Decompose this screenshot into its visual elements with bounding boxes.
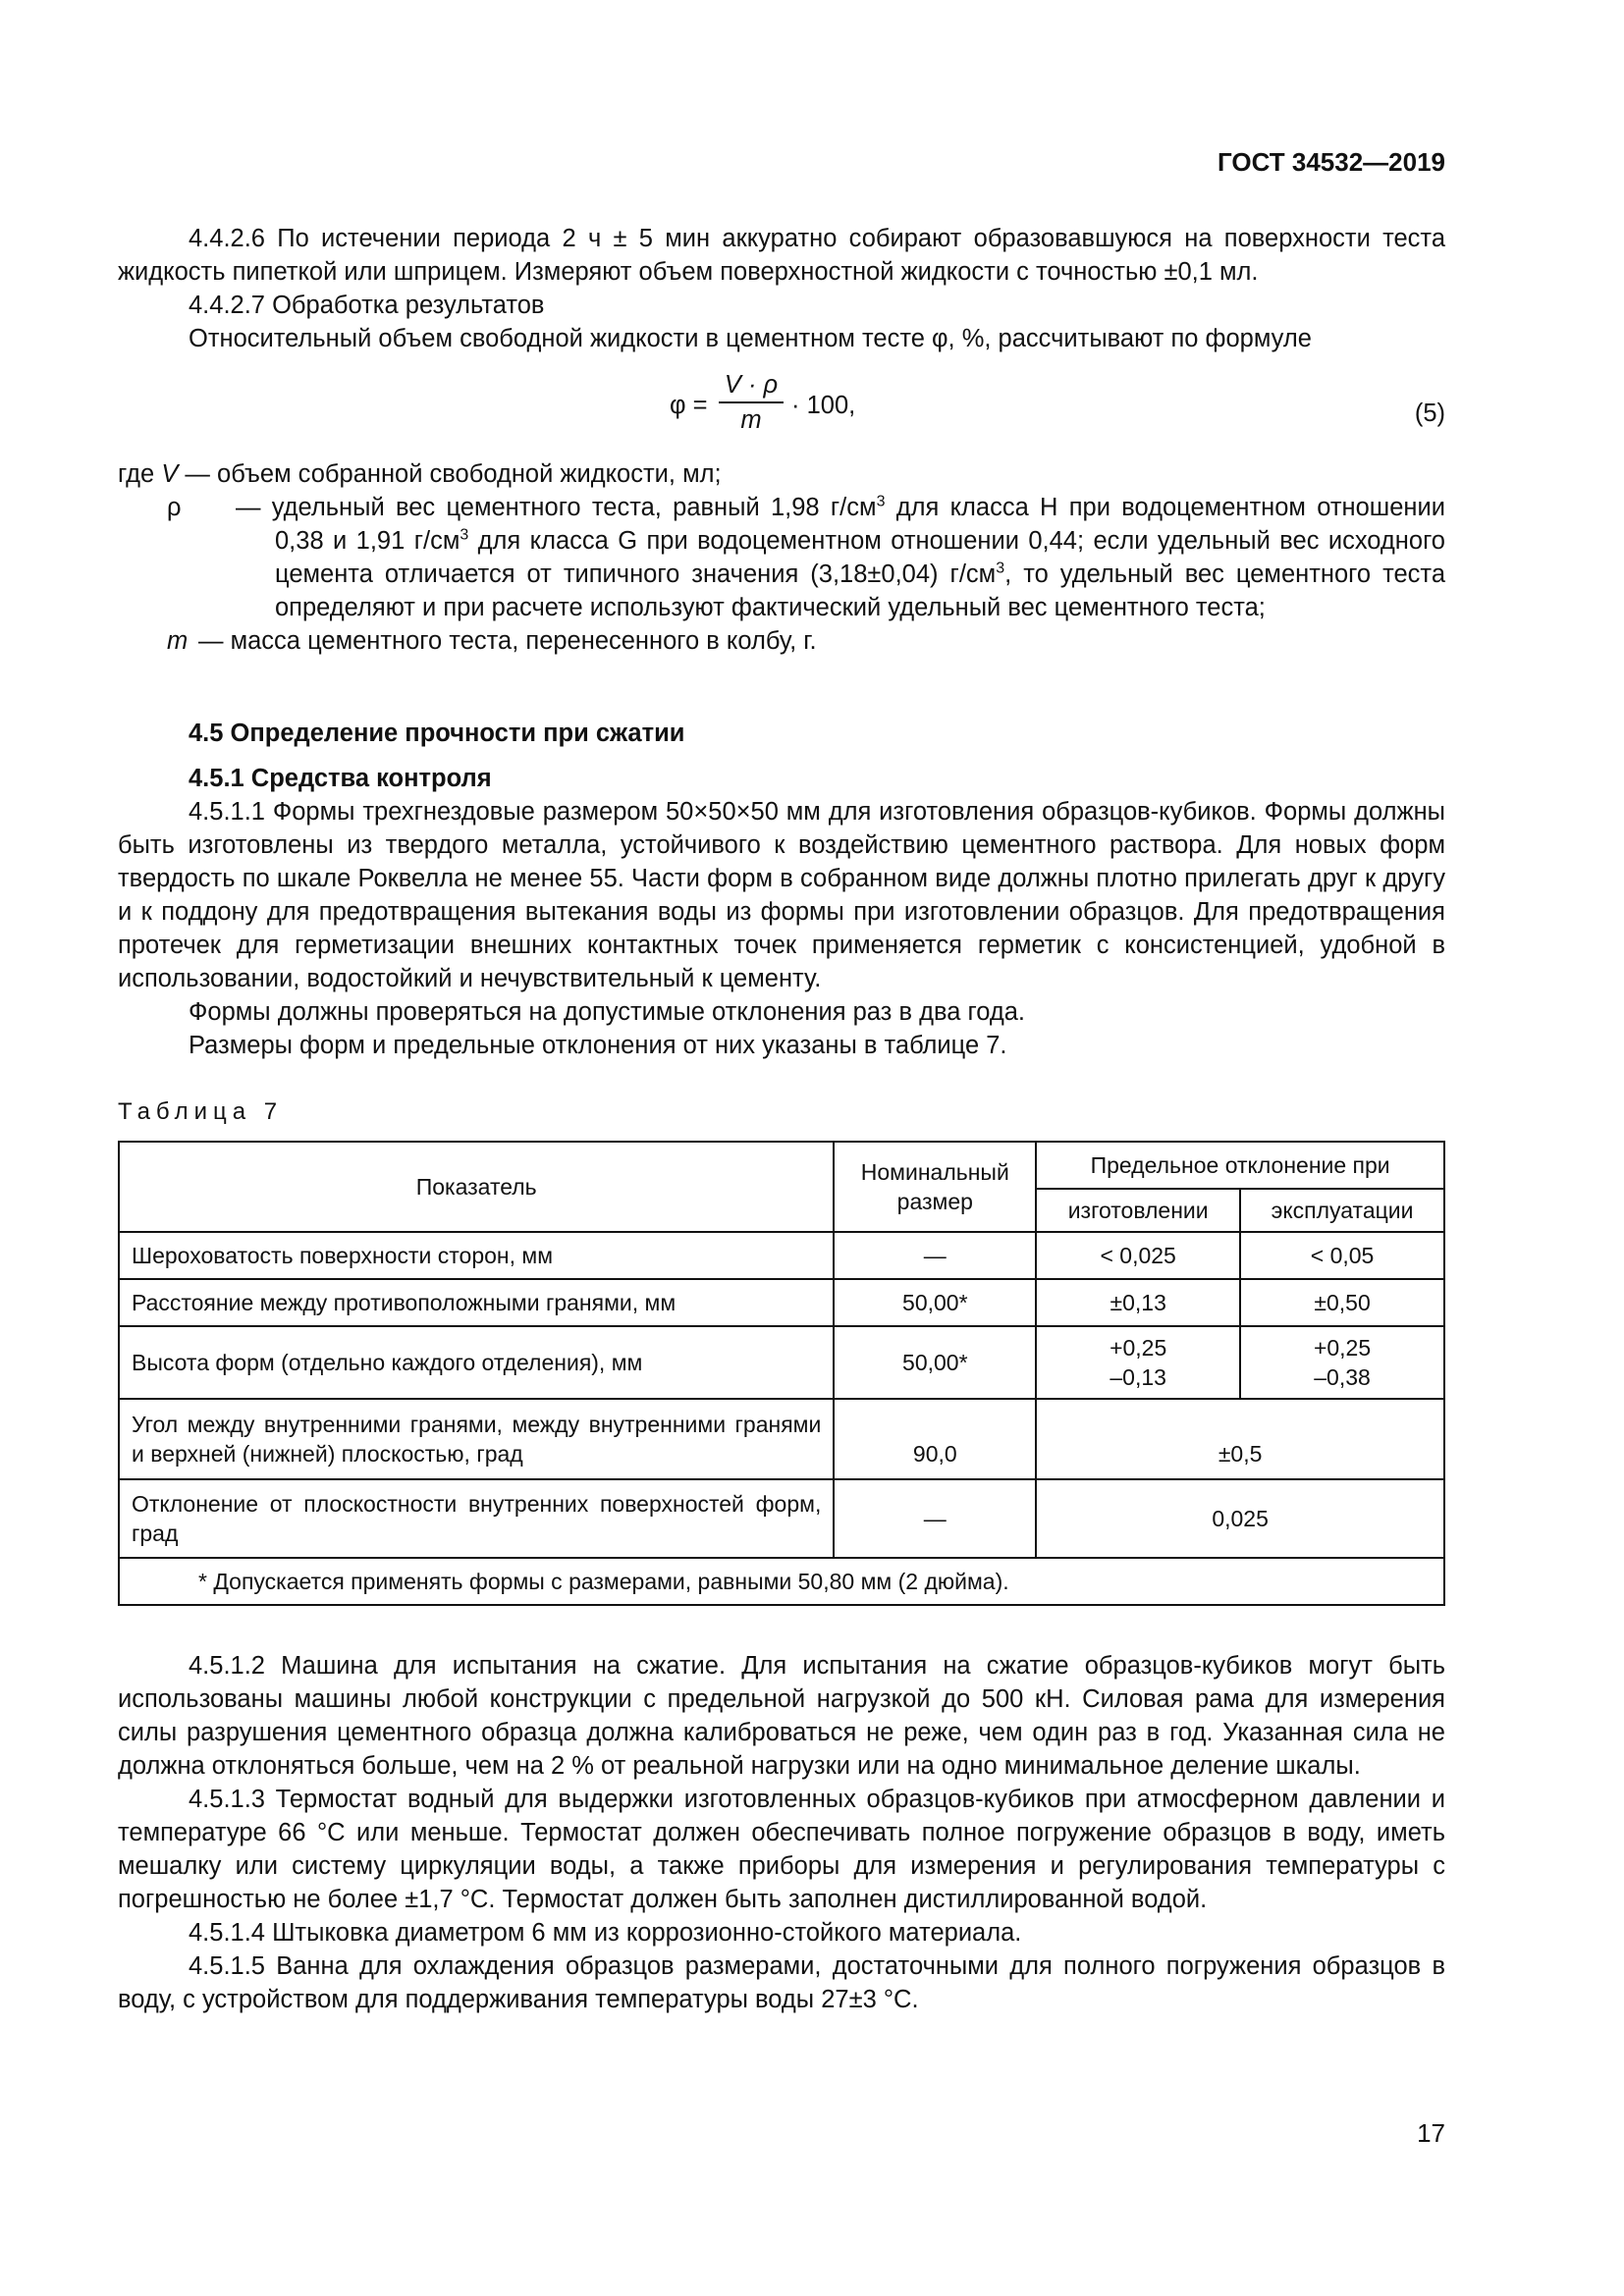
cell-parameter: Высота форм (отдельно каждого отделения), мм (119, 1326, 834, 1399)
value-upper: +0,25 (1313, 1335, 1372, 1361)
formula-multiplier: · 100, (791, 392, 856, 419)
paragraph-4-4-2-7: 4.4.2.7 Обработка результатов (189, 292, 545, 319)
cell-merged-deviation: 0,025 (1036, 1479, 1444, 1558)
formula-fraction (719, 370, 784, 435)
paragraph-4-5-1-5: 4.5.1.5 Ванна для охлаждения образцов размерами, достаточными для полного погружения образцов в воду, с устройством для поддерживания температуры воды 27±3 °С. (118, 1952, 1445, 2013)
cell-merged-deviation: ±0,5 (1036, 1399, 1444, 1479)
cell-operation (1240, 1326, 1444, 1399)
formula-number: (5) (1414, 400, 1445, 427)
legend-v (118, 457, 1445, 491)
superscript-3: 3 (876, 493, 886, 510)
legend-rho-text-1: — удельный вес цементного теста, равный 1,98 г/см (236, 494, 877, 521)
document-header: ГОСТ 34532—2019 (1218, 147, 1445, 177)
value-lower: –0,38 (1314, 1364, 1371, 1390)
header-operation: эксплуатации (1240, 1189, 1444, 1232)
paragraph-4-5-1-1: 4.5.1.1 Формы трехгнездовые размером 50×50×50 мм для изготовления образцов-кубиков. Формы должны быть изготовлены из твердого металла, устойчивого к воздействию цементного раствора. Для новых форм твердость по шкале Роквелла не менее 55. Части форм в собранном виде должны плотно прилегать друг к другу и к поддону для предотвращения вытекания воды из формы при изготовлении образцов. Для предотвращения протечек для герметизации внешних контактных точек применяется герметик с консистенцией, удобной в использовании, водостойкий и нечувствительный к цементу. (118, 798, 1445, 992)
formula-denominator: m (740, 406, 762, 434)
paragraph-forms-table: Размеры форм и предельные отклонения от них указаны в таблице 7. (189, 1032, 1007, 1059)
legend-m-text: — масса цементного теста, перенесенного в колбу, г. (198, 627, 817, 655)
cell-nominal: 50,00* (834, 1279, 1036, 1326)
superscript-3: 3 (996, 560, 1005, 577)
paragraph-4-5-1-2: 4.5.1.2 Машина для испытания на сжатие. Для испытания на сжатие образцов-кубиков могут быть использованы машины любой конструкции с предельной нагрузкой до 500 кН. Силовая рама для измерения силы разрушения цементного образца должна калиброваться не реже, чем один раз в год. Указанная сила не должна отклоняться больше, чем на 2 % от реальной нагрузки или на одно минимальное деление шкалы. (118, 1652, 1445, 1780)
cell-nominal: 90,0 (834, 1399, 1036, 1479)
cell-nominal: — (834, 1232, 1036, 1279)
legend-v-symbol: V (161, 460, 179, 488)
table-row (119, 1279, 1444, 1326)
superscript-3: 3 (460, 526, 469, 544)
legend-rho (118, 491, 1445, 624)
table-row (119, 1479, 1444, 1558)
cell-nominal: — (834, 1479, 1036, 1558)
cell-nominal: 50,00* (834, 1326, 1036, 1399)
legend-rho-text-3: для класса G при водоцементном отношении 0,44; если удельный вес исходного цемента отличается от типичного значения (3,18±0,04) г/см (275, 527, 1445, 588)
legend-rho-text (236, 491, 1445, 624)
header-manufacture: изготовлении (1036, 1189, 1240, 1232)
cell-manufacture (1036, 1326, 1240, 1399)
legend-m-symbol: m (167, 627, 189, 655)
value-lower: –0,13 (1110, 1364, 1166, 1390)
formula-5 (118, 365, 1445, 444)
paragraph-forms-check: Формы должны проверяться на допустимые отклонения раз в два года. (189, 998, 1026, 1026)
section-4-5-heading: 4.5 Определение прочности при сжатии (189, 720, 685, 747)
legend-rho-text-2: для класса H при водоцементном отношении 0,38 и 1,91 г/см (275, 494, 1445, 555)
legend-m (118, 624, 1445, 658)
header-nominal: Номинальный размер (834, 1142, 1036, 1232)
formula-numerator: V · ρ (724, 371, 779, 399)
table-footnote: * Допускается применять формы с размерами, равными 50,80 мм (2 дюйма). (119, 1558, 1444, 1605)
header-parameter: Показатель (119, 1142, 834, 1232)
cell-parameter: Угол между внутренними гранями, между внутренними гранями и верхней (нижней) плоскостью, град (119, 1399, 834, 1479)
header-limit: Предельное отклонение при (1036, 1142, 1444, 1189)
cell-operation: < 0,05 (1240, 1232, 1444, 1279)
cell-parameter: Шероховатость поверхности сторон, мм (119, 1232, 834, 1279)
paragraph-phi-intro: Относительный объем свободной жидкости в цементном тесте φ, %, рассчитывают по формуле (189, 325, 1312, 352)
paragraph-4-4-2-6: 4.4.2.6 По истечении периода 2 ч ± 5 мин аккуратно собирают образовавшуюся на поверхности теста жидкость пипеткой или шприцем. Измеряют объем поверхностной жидкости с точностью ±0,1 мл. (118, 225, 1445, 286)
formula-legend (118, 457, 1445, 658)
legend-lead: где (118, 460, 155, 488)
value-upper: +0,25 (1110, 1335, 1167, 1361)
cell-parameter: Отклонение от плоскостности внутренних поверхностей форм, град (119, 1479, 834, 1558)
legend-rho-symbol: ρ (167, 494, 182, 521)
table-7 (118, 1141, 1445, 1606)
table-caption: Таблица 7 (118, 1098, 284, 1125)
fraction-bar (719, 401, 784, 403)
page-number: 17 (1417, 2118, 1445, 2148)
section-4-5-1-heading: 4.5.1 Средства контроля (189, 765, 492, 792)
cell-manufacture: < 0,025 (1036, 1232, 1240, 1279)
cell-parameter: Расстояние между противоположными гранями, мм (119, 1279, 834, 1326)
paragraph-4-5-1-4: 4.5.1.4 Штыковка диаметром 6 мм из коррозионно-стойкого материала. (189, 1919, 1022, 1947)
cell-manufacture: ±0,13 (1036, 1279, 1240, 1326)
legend-rho-text-4: , то удельный вес цементного теста определяют и при расчете используют фактический удельный вес цементного теста; (275, 561, 1445, 621)
cell-operation: ±0,50 (1240, 1279, 1444, 1326)
table-row (119, 1399, 1444, 1479)
formula-lhs: φ = (670, 392, 708, 419)
table-footnote-row (119, 1558, 1444, 1605)
paragraph-4-5-1-3: 4.5.1.3 Термостат водный для выдержки изготовленных образцов-кубиков при атмосферном давлении и температуре 66 °С или меньше. Термостат должен обеспечивать полное погружение образцов в воду, иметь мешалку или систему циркуляции воды, а также приборы для измерения и регулирования температуры с погрешностью не более ±1,7 °С. Термостат должен быть заполнен дистиллированной водой. (118, 1786, 1445, 1913)
legend-v-text: — объем собранной свободной жидкости, мл; (185, 460, 722, 488)
table-row (119, 1326, 1444, 1399)
table-row (119, 1232, 1444, 1279)
